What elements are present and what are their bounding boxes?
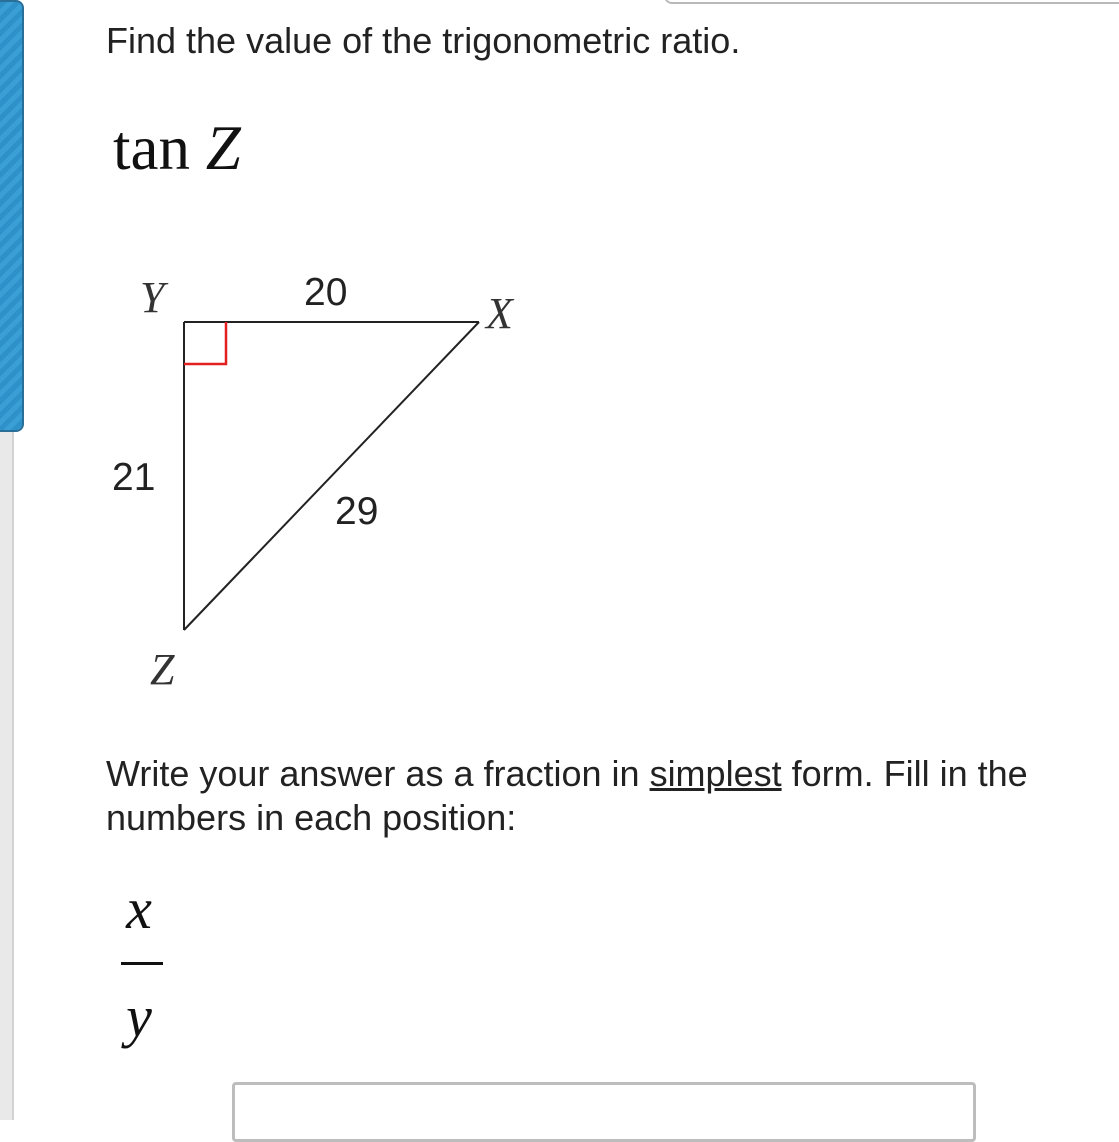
right-angle-mark	[184, 322, 226, 364]
instruction-underlined-word: simplest	[649, 753, 782, 794]
answer-fraction-template	[110, 876, 176, 1049]
side-length-yz: 21	[112, 456, 156, 499]
answer-instruction	[106, 752, 1086, 840]
function-angle: Z	[205, 113, 241, 183]
fraction-bar	[121, 962, 163, 965]
vertex-z-label: Z	[150, 645, 175, 694]
fraction-numerator: x	[126, 876, 152, 941]
instruction-text-start: Write your answer as a fraction in	[106, 753, 650, 794]
side-tab[interactable]	[0, 0, 24, 432]
trig-function	[113, 112, 241, 184]
vertex-x-label: X	[486, 289, 513, 338]
triangle-svg	[96, 252, 566, 702]
fraction-denominator: y	[126, 984, 152, 1049]
side-length-xz: 29	[335, 490, 379, 533]
vertex-y-label: Y	[140, 273, 165, 322]
top-right-box	[664, 0, 1119, 4]
side-length-yx: 20	[304, 271, 348, 314]
triangle-diagram	[96, 252, 566, 702]
question-prompt: Find the value of the trigonometric ratio.	[106, 20, 741, 61]
answer-input-box[interactable]	[232, 1082, 976, 1142]
function-name: tan	[113, 113, 190, 183]
side-xz	[184, 322, 479, 630]
instruction-text-end: form. Fill in the numbers in each position:	[106, 753, 1028, 838]
